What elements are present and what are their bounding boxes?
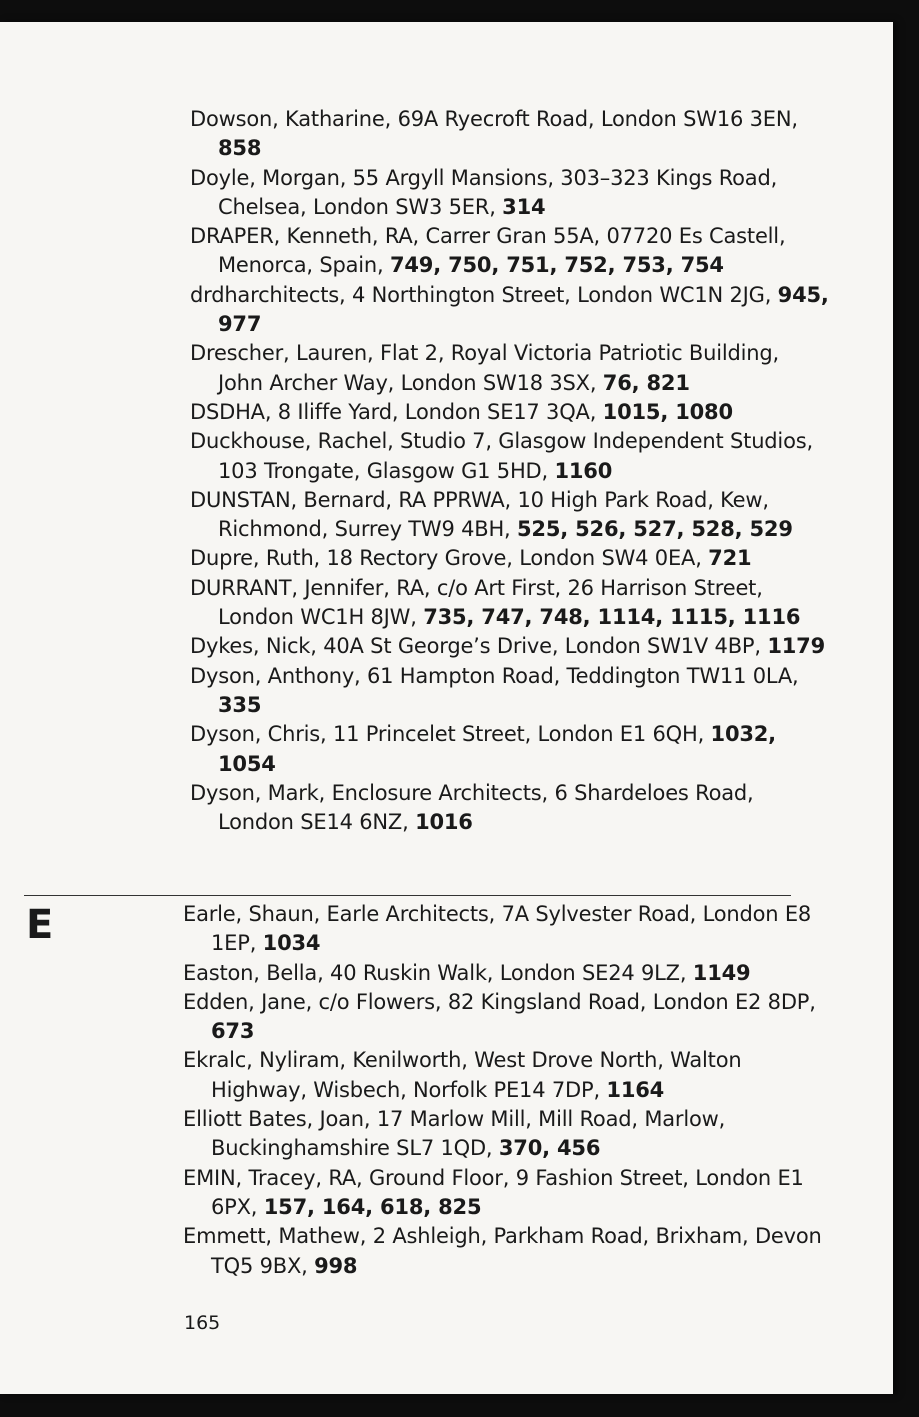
list-item: Dowson, Katharine, 69A Ryecroft Road, London SW16 3EN, 858 [190, 107, 798, 161]
list-item: Ekralc, Nyliram, Kenilworth, West Drove North, Walton Highway, Wisbech, Norfolk PE14 7DP, 1164 [183, 1048, 742, 1102]
list-item: Drescher, Lauren, Flat 2, Royal Victoria Patriotic Building, John Archer Way, London SW18 3SX, 76, 821 [190, 341, 779, 395]
list-item: EMIN, Tracey, RA, Ground Floor, 9 Fashion Street, London E1 6PX, 157, 164, 618, 825 [183, 1165, 804, 1219]
list-item: Earle, Shaun, Earle Architects, 7A Sylvester Road, London E8 1EP, 1034 [183, 902, 812, 956]
index-page [0, 22, 893, 1394]
section-e-entries [183, 900, 823, 1281]
section-d-entries [190, 105, 830, 837]
list-item: Dykes, Nick, 40A St George’s Drive, London SW1V 4BP, 1179 [190, 634, 825, 659]
list-item: Edden, Jane, c/o Flowers, 82 Kingsland Road, London E2 8DP, 673 [183, 989, 816, 1044]
list-item: Dupre, Ruth, 18 Rectory Grove, London SW4 0EA, 721 [190, 546, 752, 571]
list-item: DRAPER, Kenneth, RA, Carrer Gran 55A, 07720 Es Castell, Menorca, Spain, 749, 750, 751, 752, 753, 754 [190, 224, 786, 278]
list-item: DURRANT, Jennifer, RA, c/o Art First, 26 Harrison Street, London WC1H 8JW, 735, 747, 748, 1114, 1115, 1116 [190, 575, 801, 630]
page-number: 165 [184, 1312, 221, 1334]
section-letter: E [26, 902, 54, 948]
list-item: DUNSTAN, Bernard, RA PPRWA, 10 High Park Road, Kew, Richmond, Surrey TW9 4BH, 525, 526, 527, 528, 529 [190, 487, 793, 542]
list-item: Dyson, Chris, 11 Princelet Street, London E1 6QH, 1032, 1054 [190, 722, 776, 776]
section-divider [24, 895, 791, 896]
list-item: DSDHA, 8 Iliffe Yard, London SE17 3QA, 1015, 1080 [190, 399, 733, 424]
list-item: Doyle, Morgan, 55 Argyll Mansions, 303–323 Kings Road, Chelsea, London SW3 5ER, 314 [190, 165, 778, 219]
list-item: Dyson, Mark, Enclosure Architects, 6 Shardeloes Road, London SE14 6NZ, 1016 [190, 780, 754, 835]
list-item: Duckhouse, Rachel, Studio 7, Glasgow Independent Studios, 103 Trongate, Glasgow G1 5HD, 1160 [190, 429, 813, 483]
list-item: Dyson, Anthony, 61 Hampton Road, Teddington TW11 0LA, 335 [190, 663, 799, 717]
list-item: Emmett, Mathew, 2 Ashleigh, Parkham Road, Brixham, Devon TQ5 9BX, 998 [183, 1224, 822, 1278]
list-item: Easton, Bella, 40 Ruskin Walk, London SE24 9LZ, 1149 [183, 960, 751, 985]
list-item: drdharchitects, 4 Northington Street, London WC1N 2JG, 945, 977 [190, 282, 829, 337]
list-item: Elliott Bates, Joan, 17 Marlow Mill, Mill Road, Marlow, Buckinghamshire SL7 1QD, 370, 456 [183, 1107, 726, 1161]
